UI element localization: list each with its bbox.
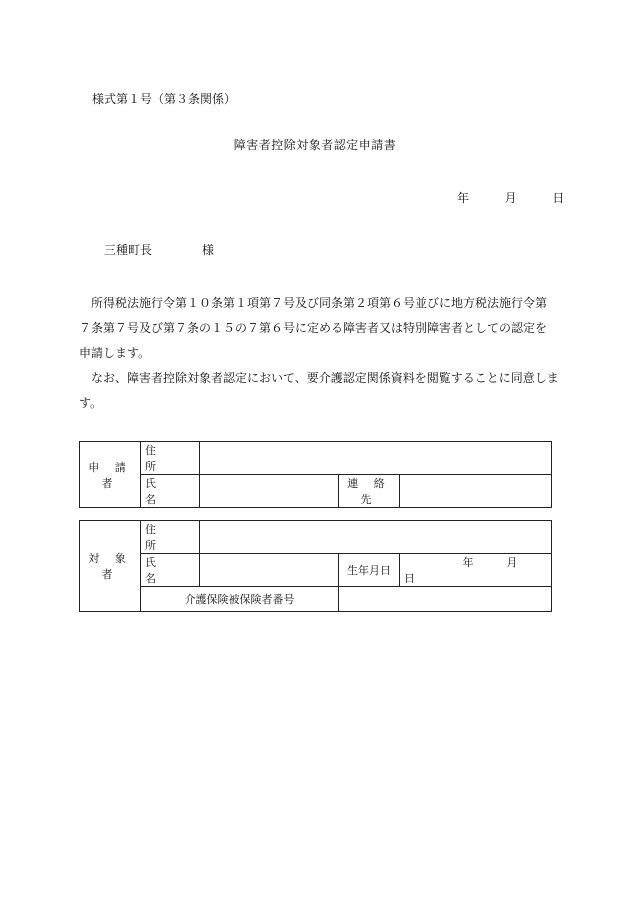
statement-line: 所得税法施行令第１０条第１項第７号及び同条第２項第６号並びに地方税法施行令第: [91, 296, 548, 310]
document-title: 障害者控除対象者認定申請書: [233, 138, 397, 152]
date-day-label: 日: [552, 191, 565, 205]
statement-line: ７条第７号及び第７条の１５の７第６号に定める障害者又は特別障害者としての認定を: [79, 321, 548, 335]
birth-day-label: 日: [404, 572, 415, 585]
applicant-name-field[interactable]: [200, 475, 339, 508]
subject-address-label: 住所: [141, 521, 200, 554]
subject-table: [79, 520, 552, 612]
applicant-address-field[interactable]: [200, 442, 552, 475]
addressee-honorific: 様: [202, 243, 215, 257]
statement-line: なお、障害者控除対象者認定において、要介護認定関係資料を閲覧することに同意しま: [91, 371, 559, 385]
birth-month-label: 月: [506, 556, 518, 569]
subject-birthdate-field[interactable]: [400, 554, 552, 587]
date-month-label: 月: [504, 191, 517, 205]
applicant-name-label: 氏名: [141, 475, 200, 508]
applicant-group-label: 申 請 者: [80, 442, 141, 508]
applicant-contact-label: 連 絡 先: [339, 475, 400, 508]
insurance-number-label: 介護保険被保険者番号: [141, 587, 339, 612]
birth-year-label: 年: [462, 556, 474, 569]
subject-group-label: 対 象 者: [80, 521, 141, 612]
request-statement: [79, 291, 559, 416]
addressee-name: 三種町長: [104, 243, 153, 257]
addressee: [104, 241, 214, 258]
applicant-contact-field[interactable]: [400, 475, 552, 508]
subject-address-field[interactable]: [200, 521, 552, 554]
statement-line: 申請します。: [79, 346, 151, 360]
application-date: [457, 189, 564, 206]
subject-name-field[interactable]: [200, 554, 339, 587]
date-year-label: 年: [457, 191, 470, 205]
statement-line: す。: [79, 396, 103, 410]
insurance-number-field[interactable]: [339, 587, 552, 612]
applicant-table: [79, 441, 552, 508]
form-number: 様式第１号（第３条関係）: [92, 92, 237, 106]
subject-name-label: 氏名: [141, 554, 200, 587]
subject-birthdate-label: 生年月日: [339, 554, 400, 587]
applicant-address-label: 住所: [141, 442, 200, 475]
